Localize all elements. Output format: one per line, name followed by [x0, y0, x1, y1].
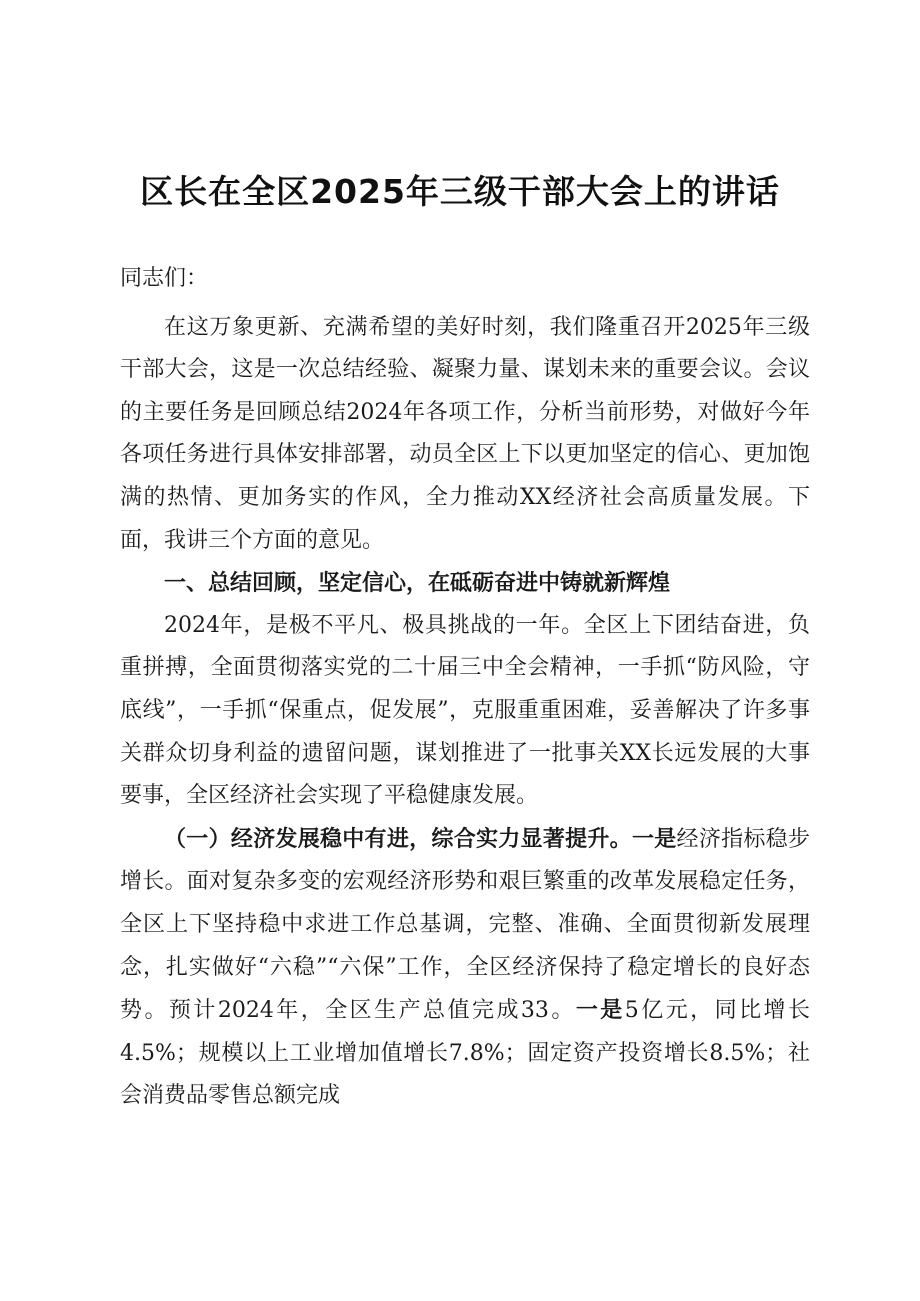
document-body	[120, 258, 810, 1118]
point-marker: 一是	[631, 825, 677, 852]
paragraph-economy	[120, 818, 810, 1118]
document-title: 区长在全区2025年三级干部大会上的讲话	[140, 172, 780, 211]
subsection-heading-1: （一）经济发展稳中有进，综合实力显著提升。	[164, 825, 632, 852]
paragraph-opening: 在这万象更新、充满希望的美好时刻，我们隆重召开2025年三级干部大会，这是一次总结经验、凝聚力量、谋划未来的重要会议。会议的主要任务是回顾总结2024年各项工作，分析当前形势，对做好今年各项任务进行具体安排部署，动员全区上下以更加坚定的信心、更加饱满的热情、更加务实的作风，全力推动XX经济社会高质量发展。下面，我讲三个方面的意见。	[120, 314, 810, 553]
paragraph-economy-text: 经济指标稳步增长。面对复杂多变的宏观经济形势和艰巨繁重的改革发展稳定任务，全区上下坚持稳中求进工作总基调，完整、准确、全面贯彻新发展理念，扎实做好“六稳”“六保”工作，全区经济保持了稳定增长的良好态势。预计2024年，全区生产总值完成33。	[120, 826, 810, 1024]
paragraph-economy-text-2: 5亿元，同比增长4.5%；规模以上工业增加值增长7.8%；固定资产投资增长8.5%；社会消费品零售总额完成	[120, 998, 811, 1109]
section-heading-1: 一、总结回顾，坚定信心，在砥砺奋进中铸就新辉煌	[164, 570, 671, 597]
point-marker-2: 一是	[575, 997, 625, 1024]
paragraph-review: 2024年，是极不平凡、极具挑战的一年。全区上下团结奋进，负重拼搏，全面贯彻落实党的二十届三中全会精神，一手抓“防风险，守底线”，一手抓“保重点，促发展”，克服重重困难，妥善解决了许多事关群众切身利益的遗留问题，谋划推进了一批事关XX长远发展的大事要事，全区经济社会实现了平稳健康发展。	[120, 612, 810, 809]
salutation: 同志们：	[120, 266, 209, 291]
